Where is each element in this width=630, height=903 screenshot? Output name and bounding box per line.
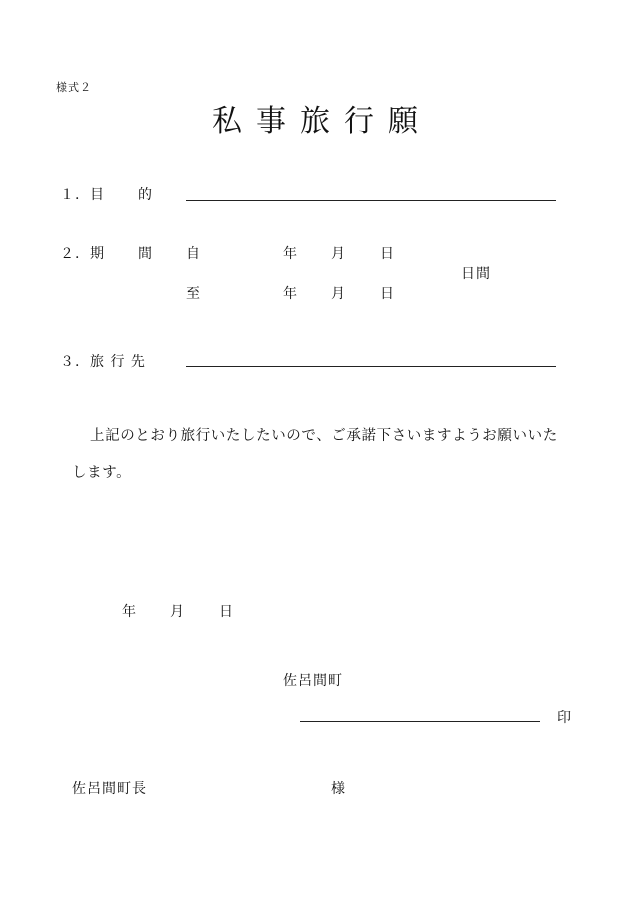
item-3-label: 旅 行 先 [90, 354, 146, 370]
item-2-label-char-1: 期 [90, 246, 105, 262]
request-body-text: 上記のとおり旅行いたしたいので、ご承諾下さいますようお願いいたします。 [72, 428, 558, 481]
period-from-label: 自 [186, 246, 201, 262]
item-1-label-char-2: 的 [138, 187, 153, 203]
application-date-year[interactable]: 年 [122, 604, 137, 620]
form-number-label: 様式２ [56, 81, 92, 94]
applicant-town: 佐呂間町 [283, 673, 343, 689]
purpose-input-line[interactable] [186, 200, 556, 201]
application-date-day[interactable]: 日 [219, 604, 234, 620]
applicant-name-line[interactable] [300, 721, 540, 722]
destination-input-line[interactable] [186, 366, 556, 367]
period-to-month[interactable]: 月 [331, 286, 346, 302]
addressee-title: 佐呂間町長 [72, 781, 147, 797]
item-1-label-char-1: 目 [90, 187, 105, 203]
item-3-number: ３. [60, 354, 81, 370]
period-from-month[interactable]: 月 [331, 246, 346, 262]
period-from-day[interactable]: 日 [380, 246, 395, 262]
period-days-label[interactable]: 日間 [461, 266, 491, 282]
period-to-day[interactable]: 日 [380, 286, 395, 302]
period-to-label: 至 [186, 286, 201, 302]
addressee-honorific: 様 [331, 781, 346, 797]
period-from-year[interactable]: 年 [283, 246, 298, 262]
seal-mark: 印 [557, 710, 572, 726]
application-date-month[interactable]: 月 [170, 604, 185, 620]
item-2-label-char-2: 間 [138, 246, 153, 262]
item-1-number: １. [60, 187, 81, 203]
item-2-number: ２. [60, 246, 81, 262]
period-to-year[interactable]: 年 [283, 286, 298, 302]
document-title: 私事旅行願 [212, 104, 432, 139]
